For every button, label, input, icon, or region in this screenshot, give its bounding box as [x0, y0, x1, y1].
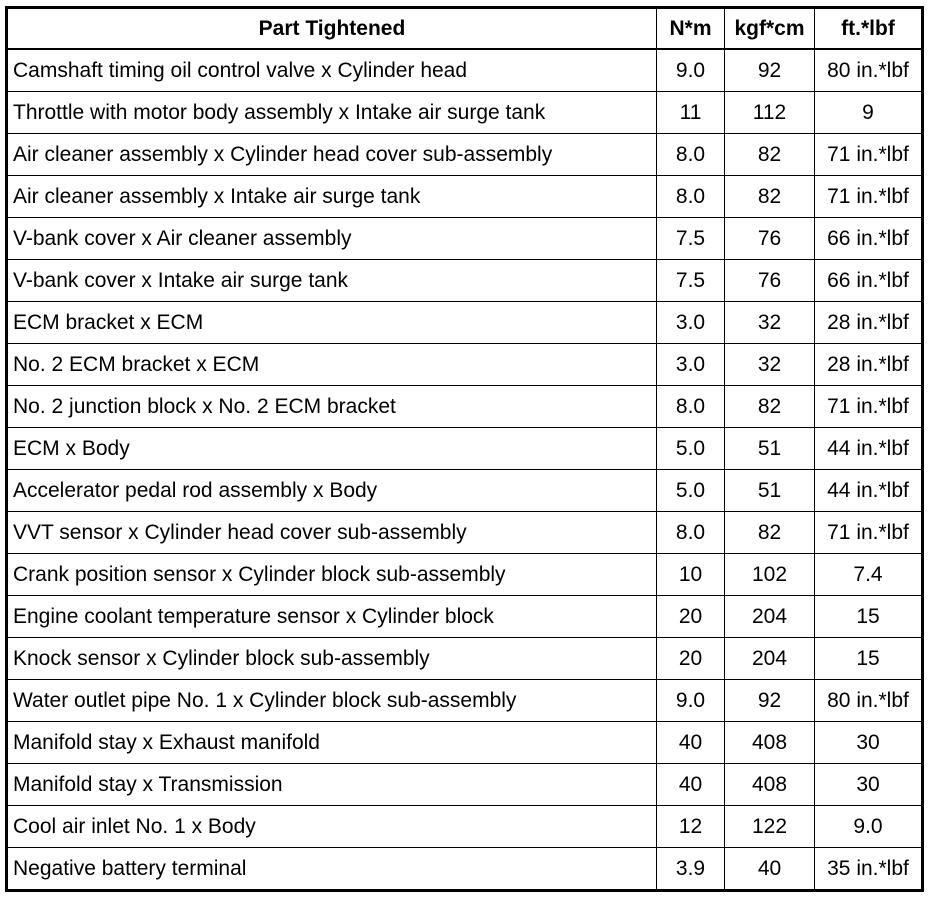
- ft-lbf-cell: 71 in.*lbf: [815, 512, 923, 554]
- kgf-cm-cell: 40: [725, 848, 815, 891]
- part-tightened-cell: ECM x Body: [7, 428, 657, 470]
- table-row: [7, 806, 923, 848]
- part-tightened-cell: Knock sensor x Cylinder block sub-assembly: [7, 638, 657, 680]
- ft-lbf-cell: 9.0: [815, 806, 923, 848]
- ft-lbf-cell: 30: [815, 722, 923, 764]
- nm-cell: 3.9: [657, 848, 725, 891]
- kgf-cm-cell: 82: [725, 134, 815, 176]
- ft-lbf-cell: 71 in.*lbf: [815, 134, 923, 176]
- kgf-cm-cell: 76: [725, 260, 815, 302]
- nm-cell: 8.0: [657, 134, 725, 176]
- kgf-cm-cell: 122: [725, 806, 815, 848]
- kgf-cm-cell: 102: [725, 554, 815, 596]
- kgf-cm-cell: 112: [725, 92, 815, 134]
- table-row: [7, 176, 923, 218]
- kgf-cm-cell: 82: [725, 386, 815, 428]
- part-tightened-cell: Crank position sensor x Cylinder block sub-assembly: [7, 554, 657, 596]
- kgf-cm-cell: 51: [725, 470, 815, 512]
- table-row: [7, 92, 923, 134]
- kgf-cm-cell: 32: [725, 344, 815, 386]
- part-tightened-cell: Water outlet pipe No. 1 x Cylinder block sub-assembly: [7, 680, 657, 722]
- nm-cell: 8.0: [657, 386, 725, 428]
- nm-cell: 5.0: [657, 428, 725, 470]
- ft-lbf-cell: 66 in.*lbf: [815, 260, 923, 302]
- table-row: [7, 722, 923, 764]
- ft-lbf-cell: 80 in.*lbf: [815, 49, 923, 92]
- table-body: [7, 49, 923, 891]
- ft-lbf-cell: 7.4: [815, 554, 923, 596]
- part-tightened-cell: Manifold stay x Exhaust manifold: [7, 722, 657, 764]
- table-row: [7, 49, 923, 92]
- part-tightened-cell: Manifold stay x Transmission: [7, 764, 657, 806]
- nm-cell: 3.0: [657, 302, 725, 344]
- table-row: [7, 470, 923, 512]
- part-tightened-cell: ECM bracket x ECM: [7, 302, 657, 344]
- part-tightened-cell: Air cleaner assembly x Cylinder head cover sub-assembly: [7, 134, 657, 176]
- table-row: [7, 344, 923, 386]
- nm-cell: 20: [657, 638, 725, 680]
- torque-specification-table: [5, 6, 924, 892]
- ft-lbf-cell: 9: [815, 92, 923, 134]
- kgf-cm-cell: 92: [725, 49, 815, 92]
- nm-cell: 7.5: [657, 218, 725, 260]
- kgf-cm-cell: 76: [725, 218, 815, 260]
- ft-lbf-cell: 15: [815, 638, 923, 680]
- part-tightened-cell: Engine coolant temperature sensor x Cylinder block: [7, 596, 657, 638]
- header-row: [7, 8, 923, 50]
- ft-lbf-cell: 80 in.*lbf: [815, 680, 923, 722]
- part-tightened-cell: Cool air inlet No. 1 x Body: [7, 806, 657, 848]
- nm-cell: 12: [657, 806, 725, 848]
- kgf-cm-cell: 32: [725, 302, 815, 344]
- ft-lbf-cell: 66 in.*lbf: [815, 218, 923, 260]
- part-tightened-cell: Air cleaner assembly x Intake air surge tank: [7, 176, 657, 218]
- ft-lbf-cell: 15: [815, 596, 923, 638]
- nm-cell: 40: [657, 764, 725, 806]
- table-row: [7, 302, 923, 344]
- ft-lbf-cell: 71 in.*lbf: [815, 176, 923, 218]
- ft-lbf-cell: 28 in.*lbf: [815, 302, 923, 344]
- header-kgf-cm: kgf*cm: [725, 8, 815, 50]
- table-row: [7, 428, 923, 470]
- nm-cell: 10: [657, 554, 725, 596]
- table-row: [7, 554, 923, 596]
- table-row: [7, 134, 923, 176]
- table-row: [7, 596, 923, 638]
- table-row: [7, 764, 923, 806]
- part-tightened-cell: V-bank cover x Intake air surge tank: [7, 260, 657, 302]
- table-row: [7, 260, 923, 302]
- table-row: [7, 512, 923, 554]
- table-row: [7, 386, 923, 428]
- header-part-tightened: Part Tightened: [7, 8, 657, 50]
- table-row: [7, 638, 923, 680]
- table-row: [7, 680, 923, 722]
- nm-cell: 9.0: [657, 680, 725, 722]
- table-row: [7, 848, 923, 891]
- part-tightened-cell: V-bank cover x Air cleaner assembly: [7, 218, 657, 260]
- part-tightened-cell: No. 2 junction block x No. 2 ECM bracket: [7, 386, 657, 428]
- part-tightened-cell: Accelerator pedal rod assembly x Body: [7, 470, 657, 512]
- part-tightened-cell: No. 2 ECM bracket x ECM: [7, 344, 657, 386]
- table-row: [7, 218, 923, 260]
- part-tightened-cell: Throttle with motor body assembly x Intake air surge tank: [7, 92, 657, 134]
- header-nm: N*m: [657, 8, 725, 50]
- kgf-cm-cell: 51: [725, 428, 815, 470]
- ft-lbf-cell: 28 in.*lbf: [815, 344, 923, 386]
- ft-lbf-cell: 44 in.*lbf: [815, 470, 923, 512]
- ft-lbf-cell: 30: [815, 764, 923, 806]
- part-tightened-cell: Camshaft timing oil control valve x Cylinder head: [7, 49, 657, 92]
- kgf-cm-cell: 204: [725, 638, 815, 680]
- nm-cell: 40: [657, 722, 725, 764]
- nm-cell: 11: [657, 92, 725, 134]
- nm-cell: 8.0: [657, 176, 725, 218]
- kgf-cm-cell: 204: [725, 596, 815, 638]
- ft-lbf-cell: 35 in.*lbf: [815, 848, 923, 891]
- nm-cell: 8.0: [657, 512, 725, 554]
- nm-cell: 3.0: [657, 344, 725, 386]
- nm-cell: 7.5: [657, 260, 725, 302]
- header-ft-lbf: ft.*lbf: [815, 8, 923, 50]
- kgf-cm-cell: 82: [725, 512, 815, 554]
- kgf-cm-cell: 92: [725, 680, 815, 722]
- part-tightened-cell: VVT sensor x Cylinder head cover sub-assembly: [7, 512, 657, 554]
- nm-cell: 20: [657, 596, 725, 638]
- ft-lbf-cell: 44 in.*lbf: [815, 428, 923, 470]
- nm-cell: 5.0: [657, 470, 725, 512]
- kgf-cm-cell: 408: [725, 722, 815, 764]
- kgf-cm-cell: 82: [725, 176, 815, 218]
- nm-cell: 9.0: [657, 49, 725, 92]
- part-tightened-cell: Negative battery terminal: [7, 848, 657, 891]
- kgf-cm-cell: 408: [725, 764, 815, 806]
- ft-lbf-cell: 71 in.*lbf: [815, 386, 923, 428]
